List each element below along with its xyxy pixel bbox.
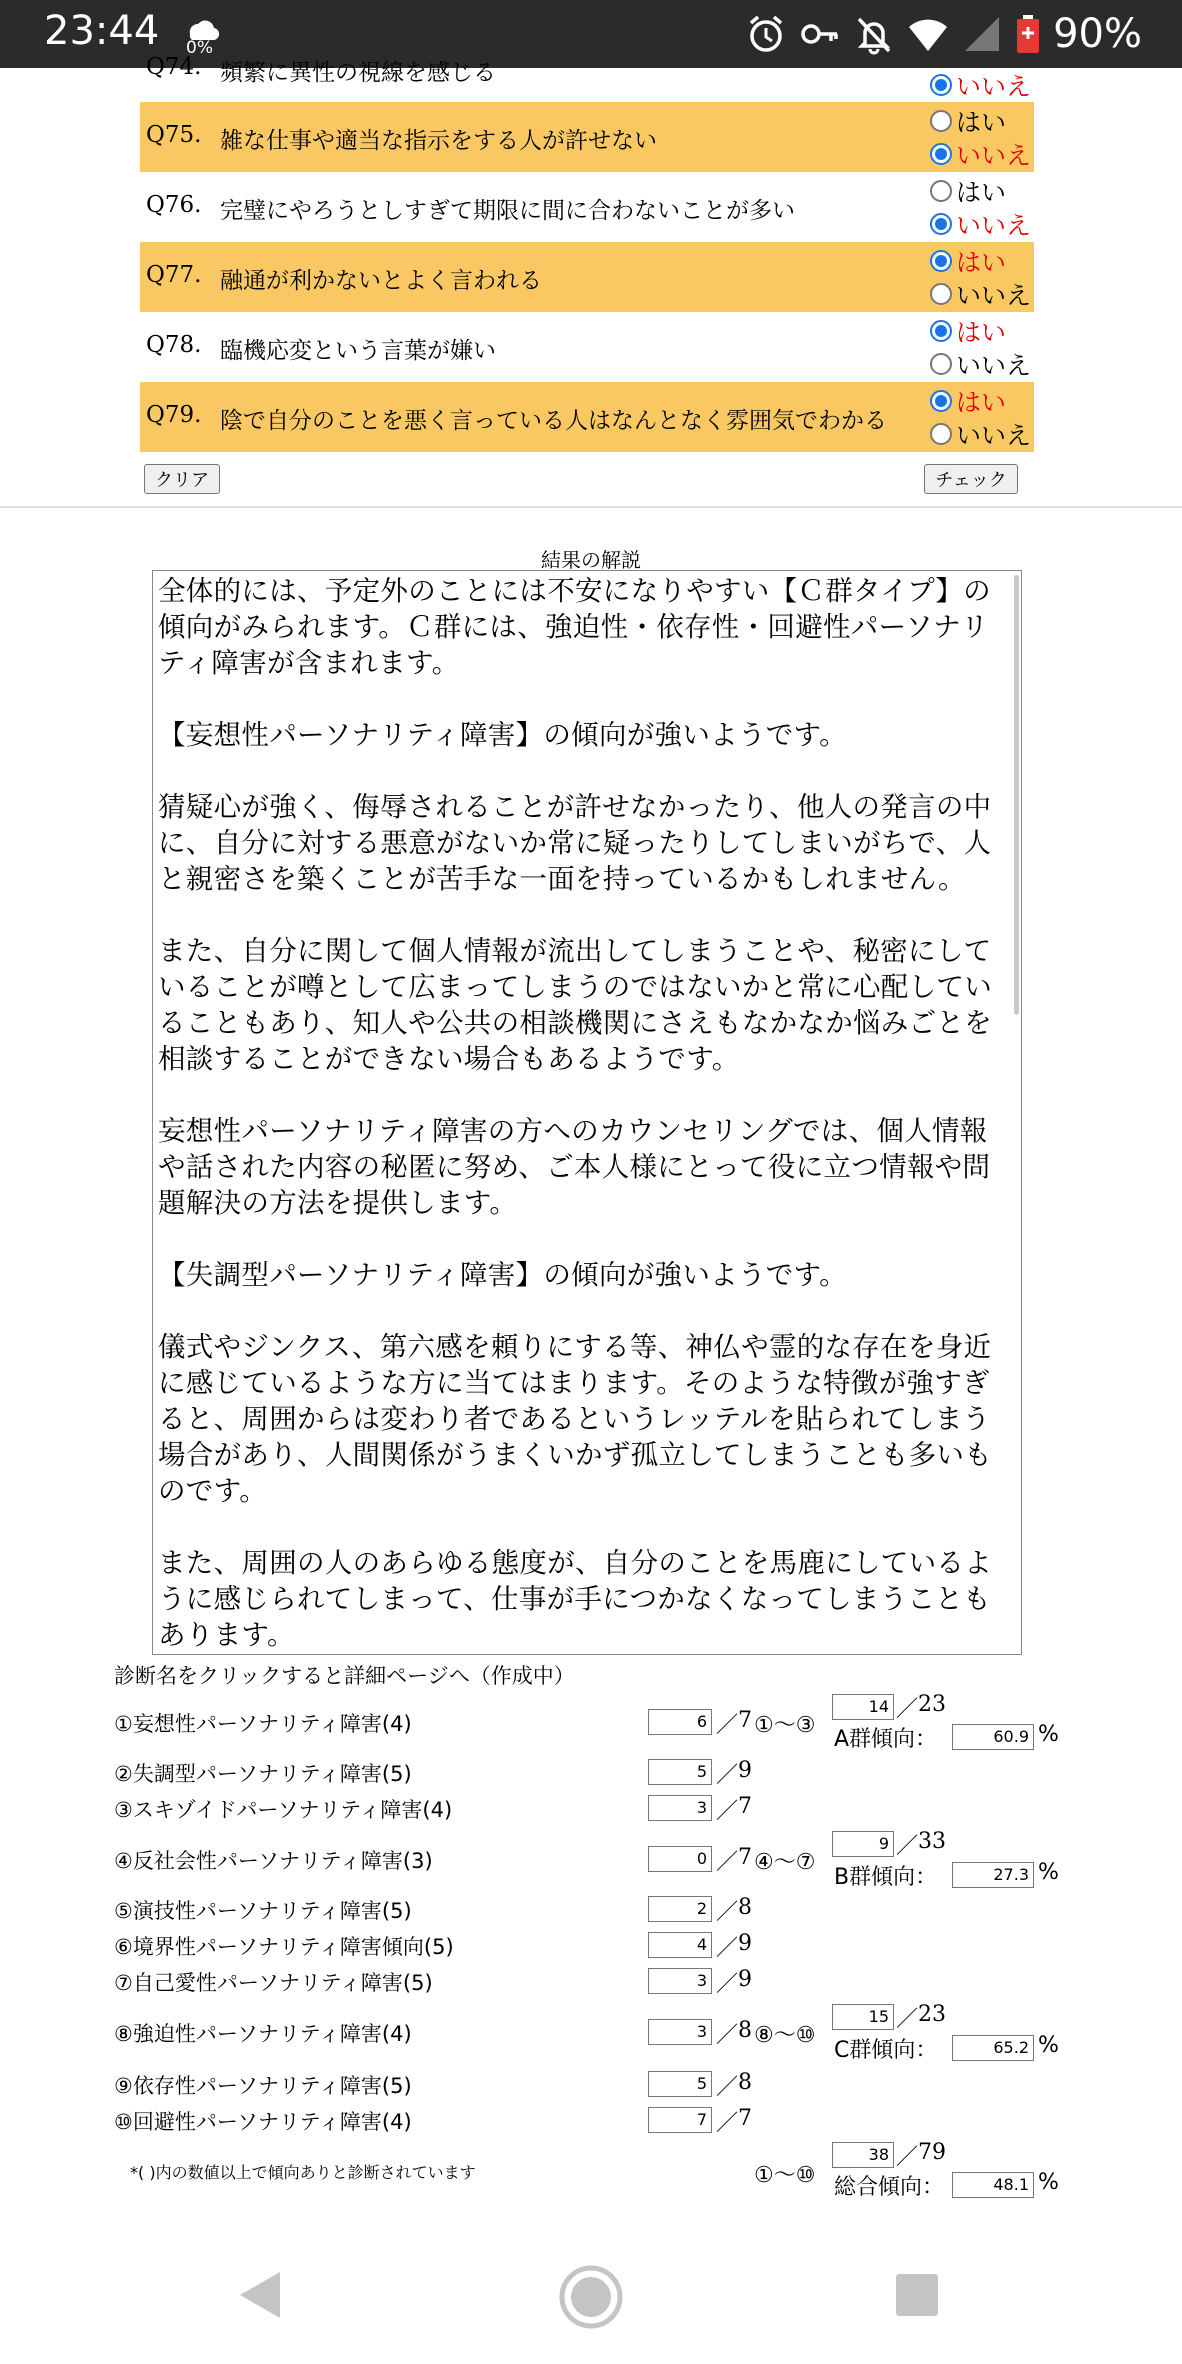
percent-sign: %: [1038, 1722, 1059, 1747]
question-text: 陰で自分のことを悪く言っている人はなんとなく雰囲気でわかる: [220, 408, 887, 434]
slash: ／: [896, 1697, 919, 1722]
percent-sign: %: [1038, 2170, 1059, 2195]
score-field[interactable]: 0: [648, 1846, 712, 1872]
slash: ／: [716, 2111, 739, 2136]
explanation-paragraph: 全体的には、予定外のことには不安になりやすい【Ｃ群タイプ】の傾向がみられます。Ｃ群には、強迫性・依存性・回避性パーソナリティ障害が含まれます。: [158, 575, 991, 679]
score-field[interactable]: 5: [648, 2071, 712, 2097]
group-label: C群傾向：: [834, 2038, 938, 2063]
group-score-field[interactable]: 38: [832, 2142, 894, 2168]
explanation-paragraph: また、自分に関して個人情報が流出してしまうことや、秘密にしていることが噂として広まってしまうのではないかと常に心配していることもあり、知人や公共の相談機関にさえもなかなか悩みごとを相談することができない場合もあるようです。: [158, 935, 992, 1075]
group-score-field[interactable]: 9: [832, 1831, 894, 1857]
diagnosis-link[interactable]: ②失調型パーソナリティ障害(5): [114, 1762, 412, 1786]
option-no[interactable]: いいえ: [930, 347, 1034, 380]
max-score: 7: [738, 2106, 752, 2131]
diagnosis-note: 診断名をクリックすると詳細ページへ（作成中）: [114, 1664, 575, 1688]
check-button[interactable]: チェック: [924, 464, 1018, 494]
score-field[interactable]: 6: [648, 1709, 712, 1735]
radio-button[interactable]: [930, 283, 952, 305]
score-field[interactable]: 4: [648, 1932, 712, 1958]
scrollbar[interactable]: [1014, 575, 1019, 1015]
group-range: ⑧～⑩: [754, 2023, 816, 2048]
score-field[interactable]: 3: [648, 1795, 712, 1821]
question-row: [140, 382, 1034, 452]
max-score: 8: [738, 2018, 752, 2043]
question-row: [140, 242, 1034, 312]
diagnosis-link[interactable]: ⑨依存性パーソナリティ障害(5): [114, 2074, 412, 2098]
question-row: [140, 102, 1034, 172]
question-number: Q77.: [146, 262, 202, 288]
radio-button[interactable]: [930, 213, 952, 235]
signal-icon: [961, 13, 1003, 55]
slash: ／: [716, 2023, 739, 2048]
percent-sign: %: [1038, 2033, 1059, 2058]
radio-button[interactable]: [930, 250, 952, 272]
radio-button[interactable]: [930, 180, 952, 202]
recents-icon[interactable]: [894, 2272, 940, 2318]
max-score: 7: [738, 1794, 752, 1819]
explanation-paragraph: 【失調型パーソナリティ障害】の傾向が強いようです。: [158, 1259, 847, 1291]
option-no[interactable]: いいえ: [930, 417, 1034, 450]
score-field[interactable]: 3: [648, 1968, 712, 1994]
question-text: 雑な仕事や適当な指示をする人が許せない: [220, 128, 657, 154]
group-percent-field[interactable]: 65.2: [952, 2035, 1034, 2061]
question-number: Q78.: [146, 332, 202, 358]
radio-button[interactable]: [930, 74, 952, 96]
group-label: B群傾向：: [834, 1865, 938, 1890]
explanation-paragraph: また、周囲の人のあらゆる態度が、自分のことを馬鹿にしているように感じられてしまって、仕事が手につかなくなってしまうこともあります。: [158, 1547, 992, 1651]
radio-button[interactable]: [930, 143, 952, 165]
group-max: 33: [918, 1829, 946, 1854]
question-list: [140, 54, 1034, 452]
diagnosis-link[interactable]: ⑦自己愛性パーソナリティ障害(5): [114, 1971, 433, 1995]
battery-percent: 90%: [1053, 11, 1142, 57]
group-score-field[interactable]: 14: [832, 1694, 894, 1720]
score-field[interactable]: 2: [648, 1896, 712, 1922]
radio-button[interactable]: [930, 390, 952, 412]
question-text: 融通が利かないとよく言われる: [220, 268, 542, 294]
option-no[interactable]: いいえ: [930, 277, 1034, 310]
slash: ／: [716, 1799, 739, 1824]
question-number: Q76.: [146, 192, 202, 218]
group-range: ①～③: [754, 1713, 816, 1738]
slash: ／: [716, 1972, 739, 1997]
question-text: 頻繁に異性の視線を感じる: [220, 60, 496, 86]
radio-button[interactable]: [930, 353, 952, 375]
option-yes[interactable]: はい: [930, 384, 1034, 417]
group-percent-field[interactable]: 27.3: [952, 1862, 1034, 1888]
explanation-paragraph: 【妄想性パーソナリティ障害】の傾向が強いようです。: [158, 719, 847, 751]
option-yes[interactable]: はい: [930, 314, 1034, 347]
clear-button[interactable]: クリア: [144, 464, 220, 494]
max-score: 7: [738, 1708, 752, 1733]
diagnosis-link[interactable]: ④反社会性パーソナリティ障害(3): [114, 1849, 433, 1873]
question-text: 完璧にやろうとしすぎて期限に間に合わないことが多い: [220, 198, 795, 224]
option-no[interactable]: いいえ: [930, 207, 1034, 240]
clock: 23:44: [44, 8, 160, 54]
diagnosis-link[interactable]: ⑧強迫性パーソナリティ障害(4): [114, 2022, 412, 2046]
max-score: 9: [738, 1967, 752, 1992]
question-number: Q75.: [146, 122, 202, 148]
max-score: 8: [738, 2070, 752, 2095]
diagnosis-link[interactable]: ③スキゾイドパーソナリティ障害(4): [114, 1798, 453, 1822]
slash: ／: [896, 2145, 919, 2170]
diagnosis-link[interactable]: ⑥境界性パーソナリティ障害傾向(5): [114, 1935, 454, 1959]
diagnosis-link[interactable]: ①妄想性パーソナリティ障害(4): [114, 1712, 412, 1736]
question-row: [140, 54, 1034, 102]
footnote: *( )内の数値以上で傾向ありと診断されています: [130, 2163, 476, 2182]
navigation-bar: [0, 2236, 1182, 2364]
explanation-paragraph: 妄想性パーソナリティ障害の方へのカウンセリングでは、個人情報や話された内容の秘匿に努め、ご本人様にとって役に立つ情報や問題解決の方法を提供します。: [158, 1115, 991, 1219]
explanation-paragraph: 猜疑心が強く、侮辱されることが許せなかったり、他人の発言の中に、自分に対する悪意がないか常に疑ったりしてしまいがちで、人と親密さを築くことが苦手な一面を持っているかもしれません。: [158, 791, 992, 895]
group-max: 79: [918, 2140, 946, 2165]
option-no[interactable]: いいえ: [930, 68, 1034, 101]
group-max: 23: [918, 2002, 946, 2027]
max-score: 8: [738, 1895, 752, 1920]
max-score: 7: [738, 1845, 752, 1870]
group-label: A群傾向：: [834, 1727, 938, 1752]
option-yes[interactable]: はい: [930, 104, 1034, 137]
group-percent-field[interactable]: 48.1: [952, 2172, 1034, 2198]
question-row: [140, 312, 1034, 382]
question-number: Q74.: [146, 54, 202, 80]
group-percent-field[interactable]: 60.9: [952, 1724, 1034, 1750]
bell-off-icon: [853, 13, 895, 55]
radio-button[interactable]: [930, 320, 952, 342]
max-score: 9: [738, 1931, 752, 1956]
group-range: ④～⑦: [754, 1850, 816, 1875]
slash: ／: [716, 1900, 739, 1925]
group-label: 総合傾向：: [834, 2175, 945, 2200]
divider: [0, 506, 1182, 508]
diagnosis-link[interactable]: ⑤演技性パーソナリティ障害(5): [114, 1899, 412, 1923]
slash: ／: [716, 1763, 739, 1788]
radio-button[interactable]: [930, 423, 952, 445]
wifi-icon: [907, 13, 949, 55]
home-icon[interactable]: [556, 2262, 626, 2332]
slash: ／: [716, 1936, 739, 1961]
slash: ／: [716, 2075, 739, 2100]
weather-percent: 0%: [186, 38, 213, 58]
score-field[interactable]: 7: [648, 2107, 712, 2133]
battery-icon: [1015, 13, 1041, 55]
question-text: 臨機応変という言葉が嫌い: [220, 338, 496, 364]
key-icon: [799, 13, 841, 55]
group-range: ①～⑩: [754, 2163, 816, 2188]
alarm-icon: [745, 13, 787, 55]
percent-sign: %: [1038, 1860, 1059, 1885]
explanation-paragraph: 儀式やジンクス、第六感を頼りにする等、神仏や霊的な存在を身近に感じているような方に当てはまります。そのような特徴が強すぎると、周囲からは変わり者であるというレッテルを貼られてしまう場合があり、人間関係がうまくいかず孤立してしまうことも多いものです。: [158, 1331, 992, 1507]
slash: ／: [896, 2007, 919, 2032]
slash: ／: [716, 1713, 739, 1738]
group-score-field[interactable]: 15: [832, 2004, 894, 2030]
group-max: 23: [918, 1692, 946, 1717]
explanation-title: 結果の解説: [541, 548, 641, 572]
max-score: 9: [738, 1758, 752, 1783]
score-field[interactable]: 5: [648, 1759, 712, 1785]
option-no[interactable]: いいえ: [930, 137, 1034, 170]
option-yes[interactable]: はい: [930, 244, 1034, 277]
explanation-textarea[interactable]: [152, 570, 1022, 1655]
score-field[interactable]: 3: [648, 2019, 712, 2045]
slash: ／: [716, 1850, 739, 1875]
slash: ／: [896, 1834, 919, 1859]
diagnosis-link[interactable]: ⑩回避性パーソナリティ障害(4): [114, 2110, 412, 2134]
radio-button[interactable]: [930, 110, 952, 132]
option-yes[interactable]: はい: [930, 174, 1034, 207]
back-icon[interactable]: [236, 2268, 284, 2322]
question-number: Q79.: [146, 402, 202, 428]
question-row: [140, 172, 1034, 242]
